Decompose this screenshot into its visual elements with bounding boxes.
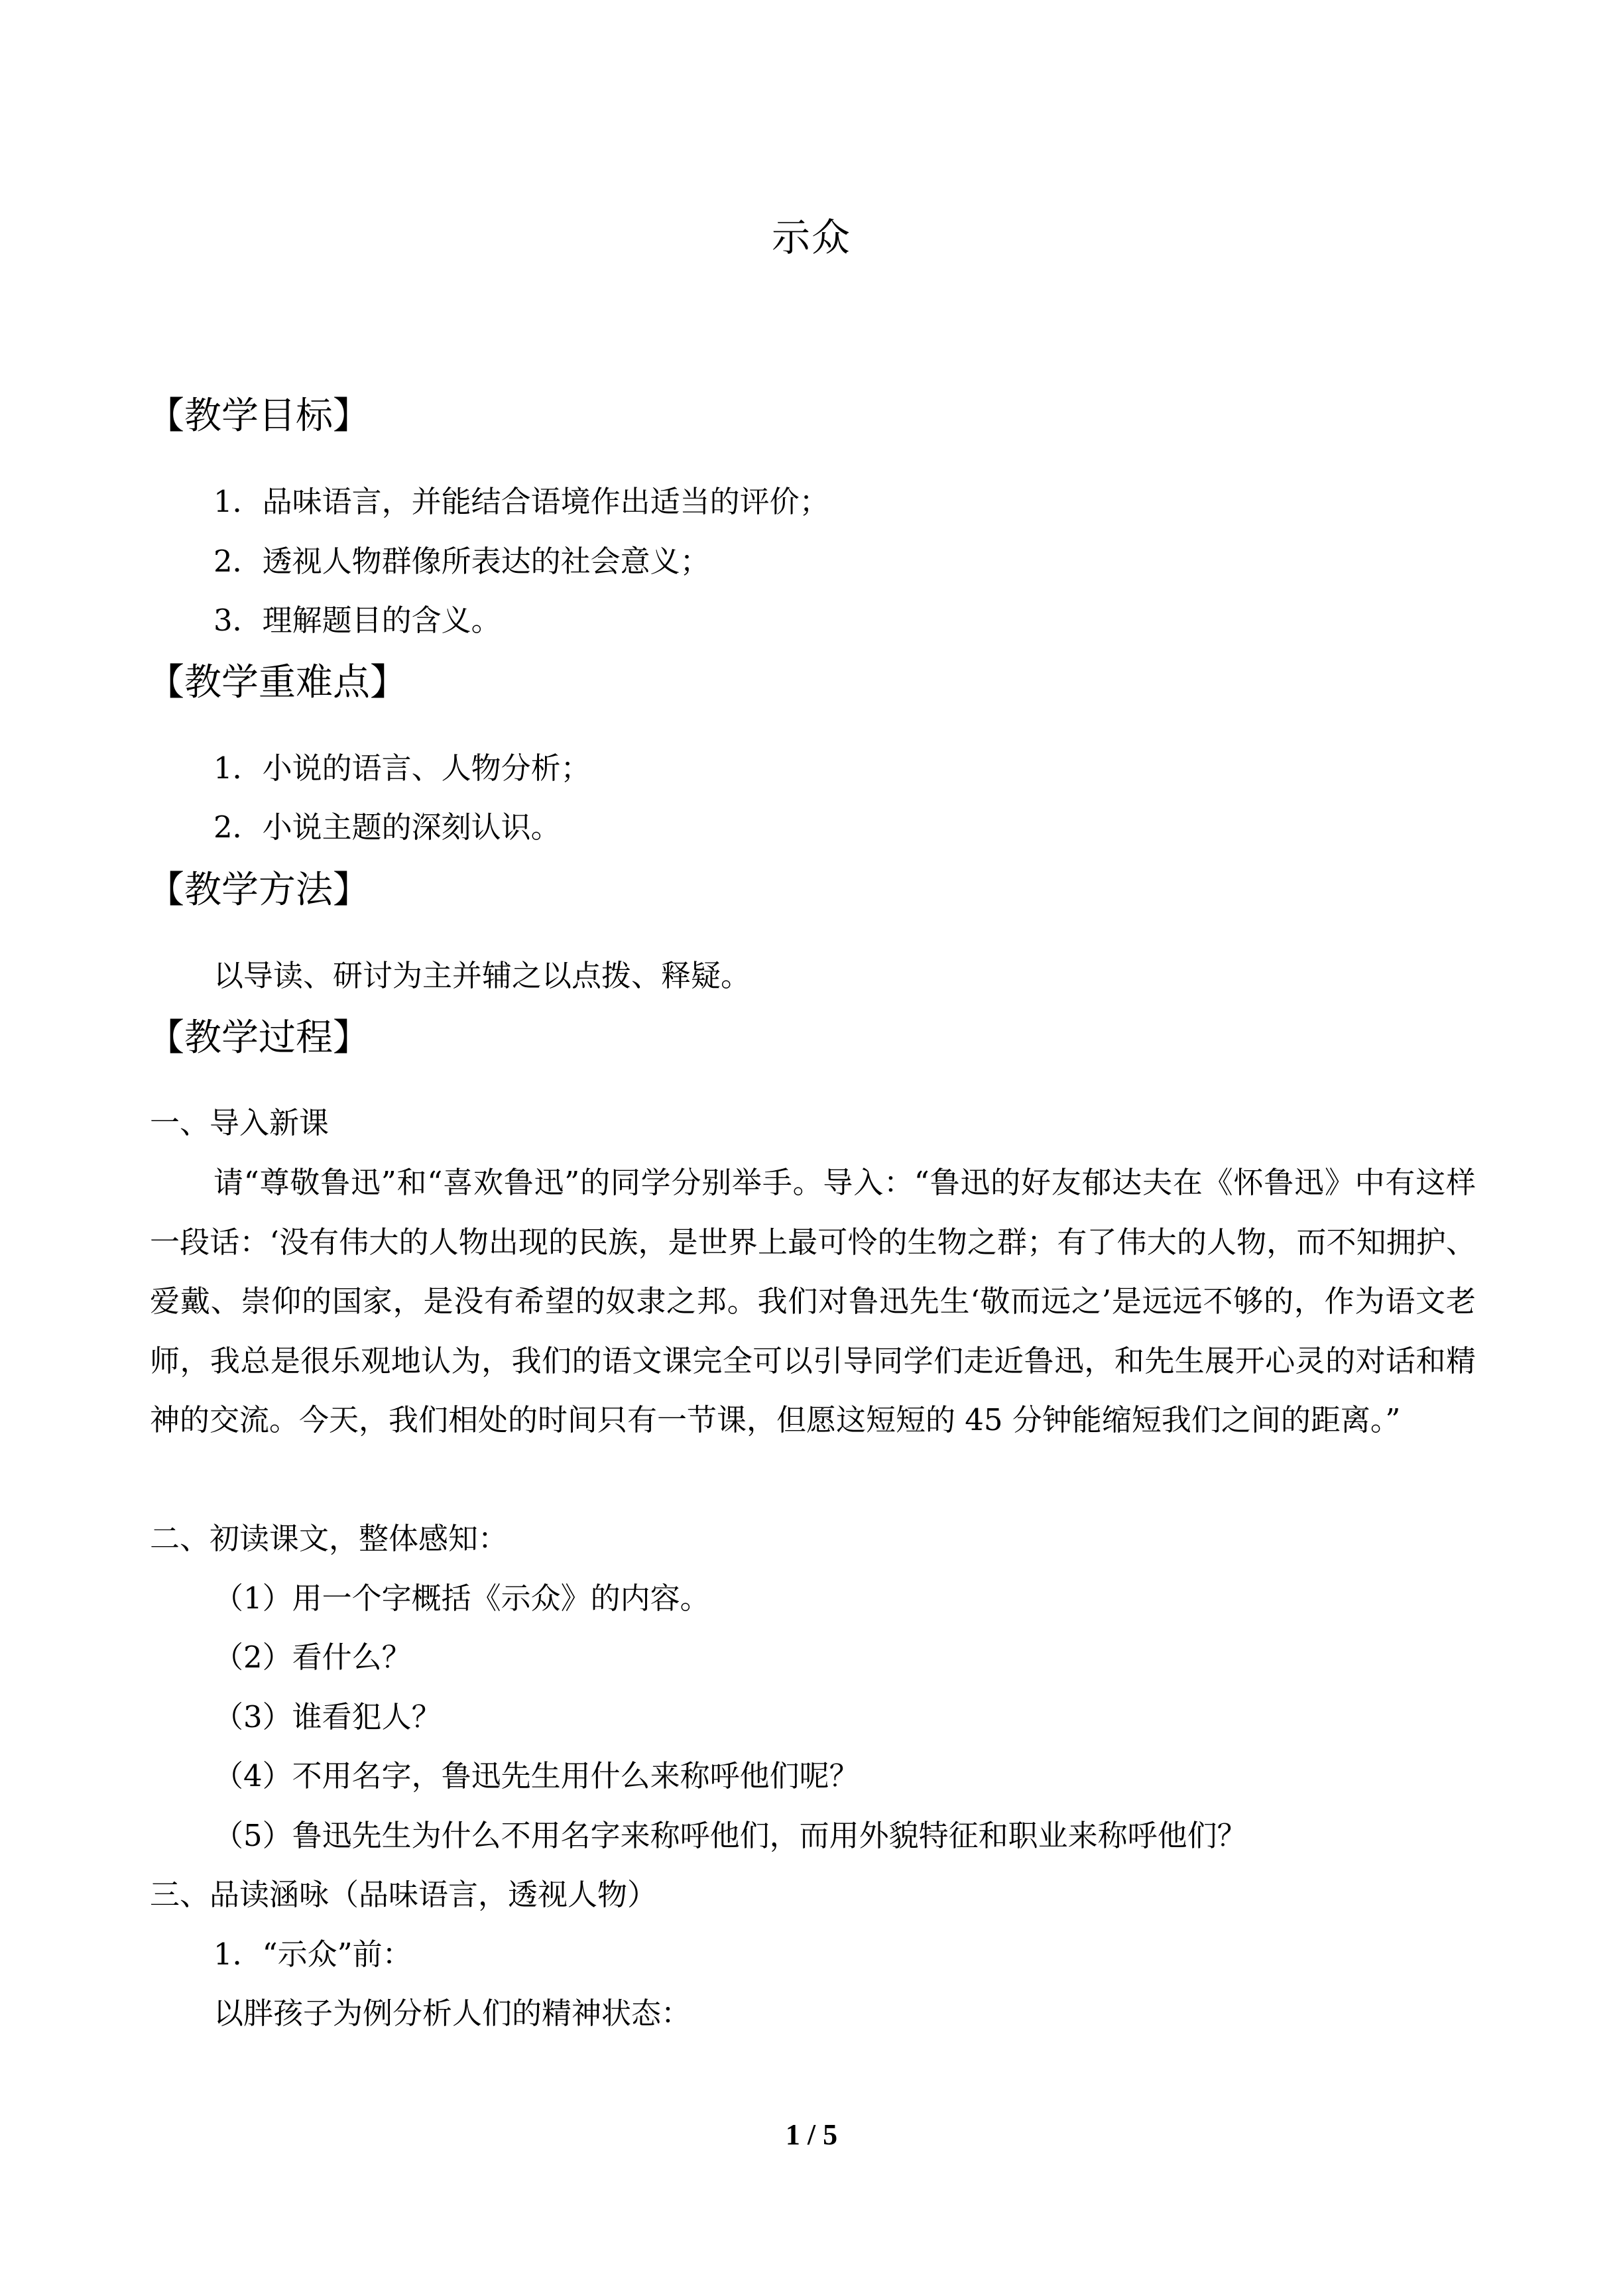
objective-item-3: 3．理解题目的含义。 bbox=[213, 603, 501, 638]
heading-objectives: 【教学目标】 bbox=[147, 394, 370, 438]
page-title: 示众 bbox=[771, 215, 851, 260]
objective-item-1: 1．品味语言，并能结合语境作出适当的评价； bbox=[213, 484, 829, 519]
key-point-item-2: 2．小说主题的深刻认识。 bbox=[213, 810, 561, 845]
objective-item-2: 2．透视人物群像所表达的社会意义； bbox=[213, 544, 710, 579]
process-step2-question-1: （1）用一个字概括《示众》的内容。 bbox=[213, 1581, 710, 1616]
process-step2-question-5: （5）鲁迅先生为什么不用名字来称呼他们，而用外貌特征和职业来称呼他们？ bbox=[213, 1818, 1247, 1853]
process-step2-question-2: （2）看什么？ bbox=[213, 1640, 412, 1675]
process-step2-question-4: （4）不用名字，鲁迅先生用什么来称呼他们呢？ bbox=[213, 1758, 859, 1793]
process-step3-subtitle: 1．“示众”前： bbox=[213, 1937, 412, 1972]
heading-key-points: 【教学重难点】 bbox=[147, 661, 407, 704]
process-step2-title: 二、初读课文，整体感知： bbox=[150, 1521, 509, 1556]
process-step1-paragraph: 请“尊敬鲁迅”和“喜欢鲁迅”的同学分别举手。导入：“鲁迅的好友郁达夫在《怀鲁迅》中有这样一段话：‘没有伟大的人物出现的民族，是世界上最可怜的生物之群；有了伟大的人物，而不知拥护、爱戴、崇仰的国家，是没有希望的奴隶之邦。我们对鲁迅先生‘敬而远之’是远远不够的，作为语文老师，我总是很乐观地认为，我们的语文课完全可以引导同学们走近鲁迅，和先生展开心灵的对话和精神的交流。今天，我们相处的时间只有一节课，但愿这短短的 45 分钟能缩短我们之间的距离。” bbox=[150, 1165, 1476, 1437]
process-step3-title: 三、品读涵咏（品味语言，透视人物） bbox=[150, 1877, 658, 1912]
process-step1-title: 一、导入新课 bbox=[150, 1105, 330, 1140]
methods-text: 以导读、研讨为主并辅之以点拨、释疑。 bbox=[213, 958, 751, 993]
heading-process: 【教学过程】 bbox=[147, 1016, 370, 1059]
process-step3-text: 以胖孩子为例分析人们的精神状态： bbox=[213, 1996, 691, 2031]
key-point-item-1: 1．小说的语言、人物分析； bbox=[213, 751, 591, 786]
page-number: 1 / 5 bbox=[785, 2118, 838, 2151]
process-step2-question-3: （3）谁看犯人？ bbox=[213, 1699, 442, 1734]
heading-methods: 【教学方法】 bbox=[147, 869, 370, 912]
